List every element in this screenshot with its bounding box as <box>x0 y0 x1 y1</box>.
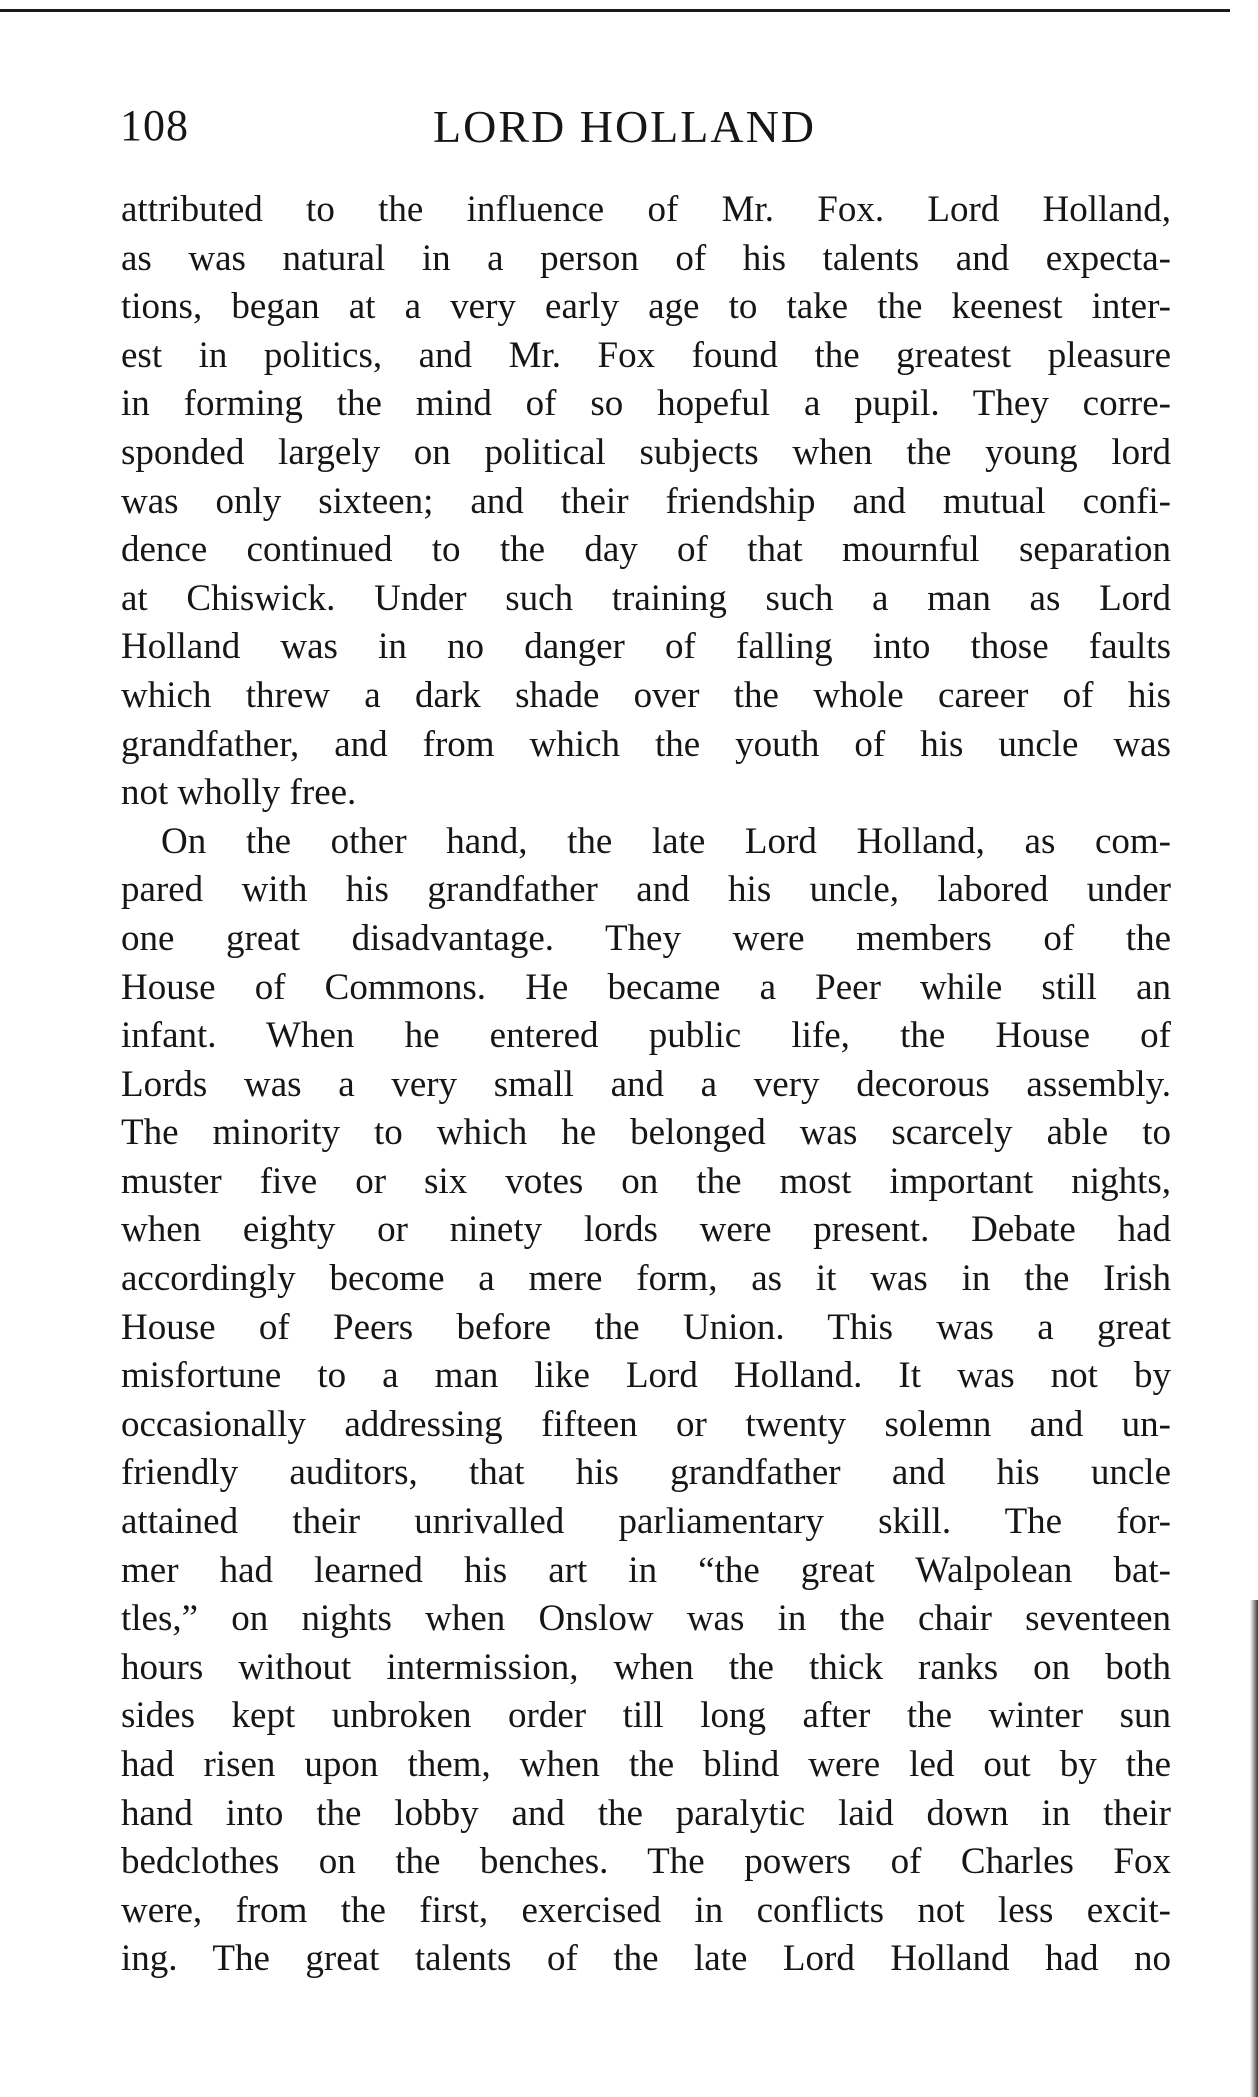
text-line: sides kept unbroken order till long after the winter sun <box>121 1695 1171 1737</box>
text-line: bedclothes on the benches. The powers of Charles Fox <box>121 1841 1171 1883</box>
text-line: House of Peers before the Union. This was a great <box>121 1306 1171 1348</box>
page-number: 108 <box>120 101 189 150</box>
text-line: Holland was in no danger of falling into those faults <box>121 626 1171 668</box>
text-line: House of Commons. He became a Peer while still an <box>121 966 1171 1008</box>
paragraph-start-line: On the other hand, the late Lord Holland, as com- <box>161 820 1171 862</box>
text-line: est in politics, and Mr. Fox found the greatest pleasure <box>121 334 1171 376</box>
text-line: were, from the first, exercised in conflicts not less excit- <box>121 1889 1171 1931</box>
text-line: muster five or six votes on the most important nights, <box>121 1160 1171 1202</box>
text-line: ing. The great talents of the late Lord Holland had no <box>121 1938 1171 1980</box>
text-line: infant. When he entered public life, the House of <box>121 1015 1171 1057</box>
text-line: was only sixteen; and their friendship and mutual confi- <box>121 480 1171 522</box>
text-line: misfortune to a man like Lord Holland. It was not by <box>121 1355 1171 1397</box>
top-rule <box>0 9 1230 12</box>
text-line: attained their unrivalled parliamentary skill. The for- <box>121 1501 1171 1543</box>
paragraph-end-line: not wholly free. <box>121 772 357 814</box>
text-line: accordingly become a mere form, as it was in the Irish <box>121 1258 1171 1300</box>
text-line: in forming the mind of so hopeful a pupil. They corre- <box>121 383 1171 425</box>
page-binding-edge <box>1250 1600 1258 2097</box>
text-line: occasionally addressing fifteen or twenty solemn and un- <box>121 1403 1171 1445</box>
text-line: sponded largely on political subjects when the young lord <box>121 431 1171 473</box>
text-line: attributed to the influence of Mr. Fox. Lord Holland, <box>121 189 1171 230</box>
page-header <box>120 100 1180 160</box>
text-line: mer had learned his art in “the great Walpolean bat- <box>121 1549 1171 1591</box>
text-line: The minority to which he belonged was scarcely able to <box>121 1112 1171 1154</box>
text-line: grandfather, and from which the youth of his uncle was <box>121 723 1171 765</box>
text-line: at Chiswick. Under such training such a man as Lord <box>121 577 1171 619</box>
text-line: tles,” on nights when Onslow was in the chair seventeen <box>121 1598 1171 1640</box>
text-line: had risen upon them, when the blind were led out by the <box>121 1744 1171 1785</box>
text-line: Lords was a very small and a very decorous assembly. <box>121 1063 1171 1105</box>
text-line: hand into the lobby and the paralytic laid down in their <box>121 1792 1171 1834</box>
running-head: LORD HOLLAND <box>433 101 817 152</box>
text-line: one great disadvantage. They were members of the <box>121 917 1171 959</box>
text-line: pared with his grandfather and his uncle, labored under <box>121 869 1171 911</box>
body-text <box>121 186 1171 1984</box>
text-line: when eighty or ninety lords were present. Debate had <box>121 1209 1171 1251</box>
text-line: hours without intermission, when the thick ranks on both <box>121 1646 1171 1688</box>
text-line: dence continued to the day of that mournful separation <box>121 529 1171 571</box>
text-line: tions, began at a very early age to take the keenest inter- <box>121 286 1171 328</box>
text-line: which threw a dark shade over the whole career of his <box>121 674 1171 716</box>
text-line: friendly auditors, that his grandfather and his uncle <box>121 1452 1171 1494</box>
text-line: as was natural in a person of his talents and expecta- <box>121 237 1171 279</box>
